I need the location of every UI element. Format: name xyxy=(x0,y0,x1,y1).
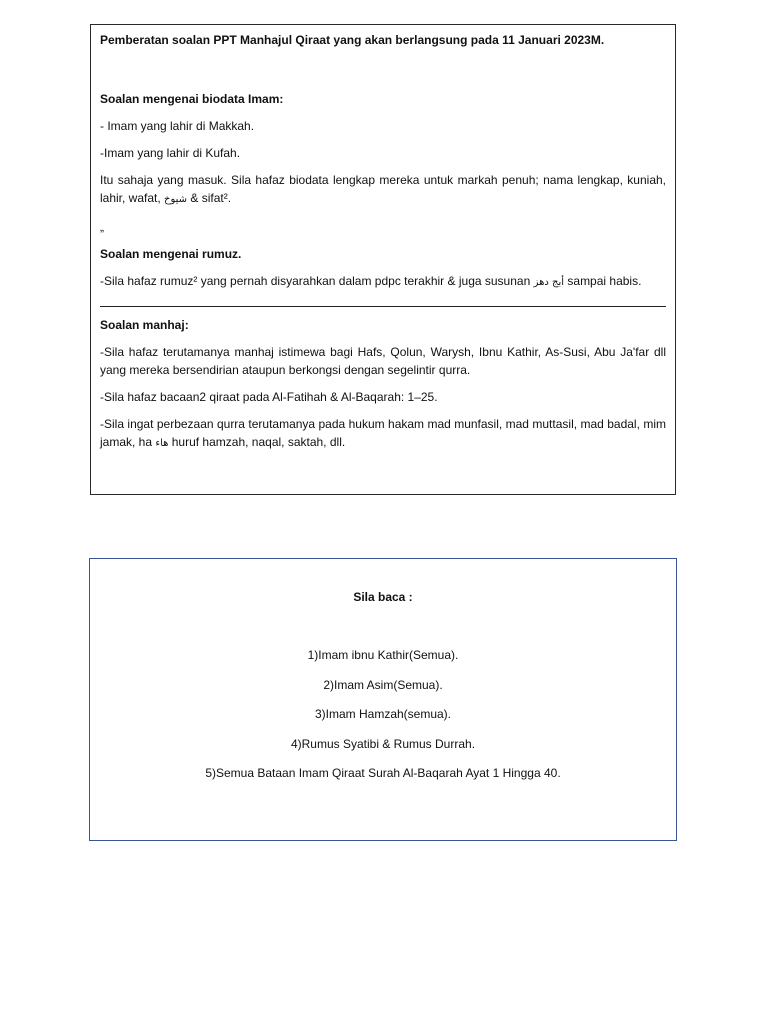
biodata-note-end: & sifat². xyxy=(190,191,232,205)
rumuz-section-title: Soalan mengenai rumuz. xyxy=(100,247,242,261)
notes-heading: Pemberatan soalan PPT Manhajul Qiraat yang akan berlangsung pada 11 Januari 2023M. xyxy=(100,33,605,47)
reading-list-title: Sila baca : xyxy=(353,590,413,604)
manhaj-item-3 xyxy=(100,415,666,453)
reading-list-item: 5)Semua Bataan Imam Qiraat Surah Al-Baqarah Ayat 1 Hingga 40. xyxy=(205,766,561,780)
manhaj-item-2: -Sila hafaz bacaan2 qiraat pada Al-Fatihah & Al-Baqarah: 1‒25. xyxy=(100,390,438,404)
biodata-section-title: Soalan mengenai biodata Imam: xyxy=(100,92,284,106)
reading-list-box xyxy=(89,558,677,841)
exam-notes-box xyxy=(90,24,676,495)
reading-list-item: 4)Rumus Syatibi & Rumus Durrah. xyxy=(290,736,476,751)
manhaj-item-3-arabic: هاء xyxy=(155,438,169,449)
biodata-item-makkah: - Imam yang lahir di Makkah. xyxy=(100,119,255,133)
biodata-note xyxy=(100,171,666,209)
manhaj-section-title: Soalan manhaj: xyxy=(100,318,189,332)
reading-list-item: 3)Imam Hamzah(semua). xyxy=(314,707,452,721)
reading-list-item: 2)Imam Asim(Semua). xyxy=(323,677,443,692)
rumuz-item-text: -Sila hafaz rumuz² yang pernah disyarahkan dalam pdpc terakhir & juga susunan xyxy=(100,274,531,288)
reading-list xyxy=(90,646,676,794)
manhaj-item-3-text: -Sila ingat perbezaan qurra terutamanya pada hukum hakam mad munfasil, mad muttasil, mad badal, mim jamak, ha xyxy=(100,417,666,449)
manhaj-item-1: -Sila hafaz terutamanya manhaj istimewa bagi Hafs, Qolun, Warysh, Ibnu Kathir, As-Susi, Abu Ja'far dll yang mereka bersendirian ataupun berkongsi dengan segelintir qurra. xyxy=(100,345,666,377)
manhaj-item-3-end: huruf hamzah, naqal, saktah, dll. xyxy=(171,435,346,449)
rumuz-item-end: sampai habis. xyxy=(567,274,642,288)
spacer xyxy=(100,49,666,90)
biodata-item-kufah: -Imam yang lahir di Kufah. xyxy=(100,146,241,160)
biodata-note-text: Itu sahaja yang masuk. Sila hafaz biodata lengkap mereka untuk markah penuh; nama lengkap, kuniah, lahir, wafat, xyxy=(100,173,666,205)
quote-mark: „ xyxy=(100,220,104,234)
rumuz-item-arabic: أبج دهز xyxy=(533,277,565,288)
biodata-note-arabic: شيوخ xyxy=(164,194,188,205)
section-divider xyxy=(100,306,666,307)
reading-list-item: 1)Imam ibnu Kathir(Semua). xyxy=(307,648,459,662)
rumuz-item xyxy=(100,272,666,292)
